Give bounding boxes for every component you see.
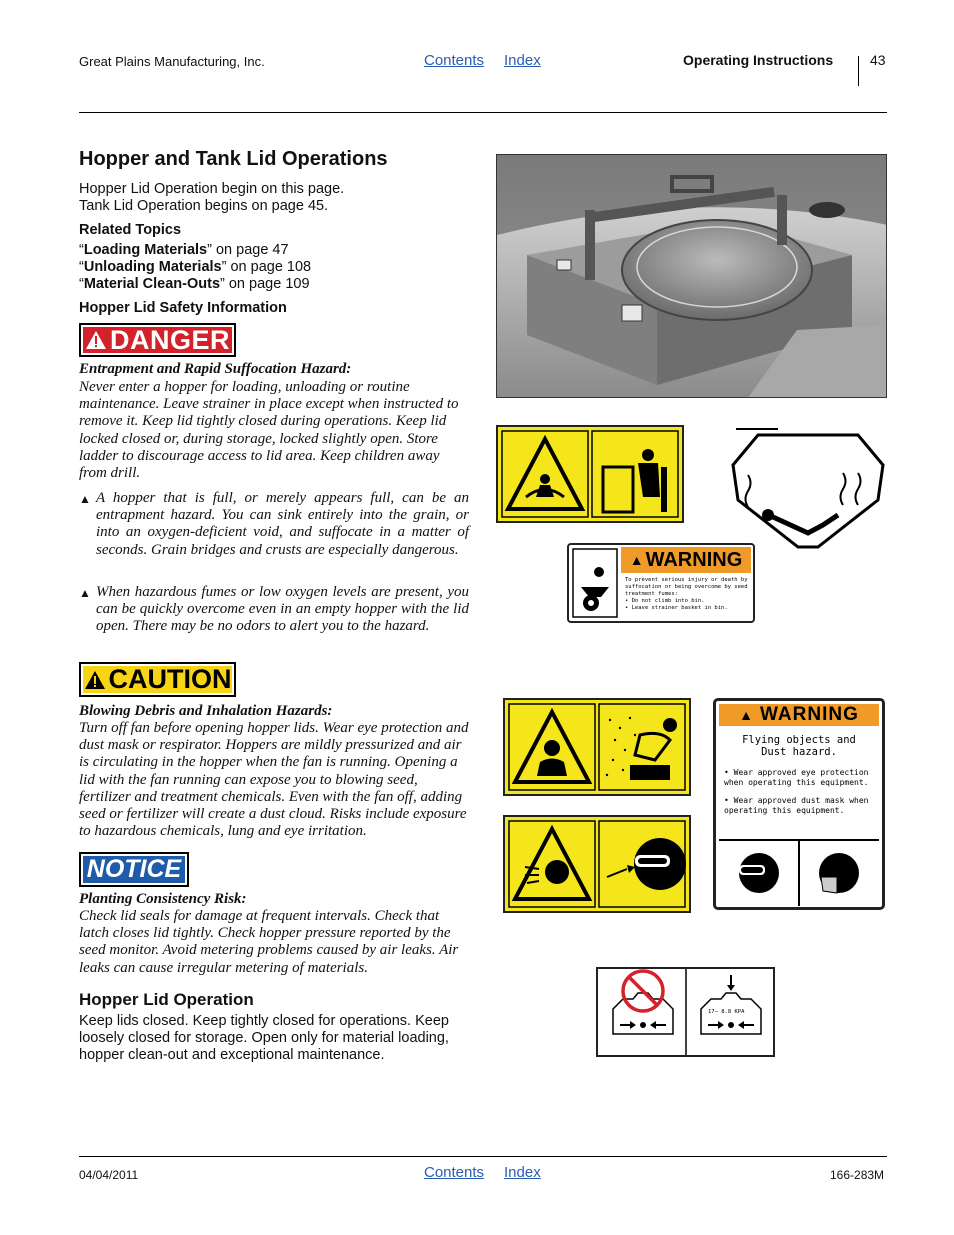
footer-rule [79,1156,887,1157]
danger-bullet-1 [79,490,469,559]
danger-heading: Entrapment and Rapid Suffocation Hazard: [79,361,352,377]
related-topics-title: Related Topics [79,222,182,238]
intro-text [79,181,344,215]
danger-bullet-2 [79,584,469,636]
section-title: Operating Instructions [683,52,834,68]
footer-index-link[interactable]: Index [504,1164,541,1181]
hazard-line-1: Flying objects and [742,734,856,746]
danger-label: DANGER [109,324,230,355]
lid-latch-decal [596,967,775,1057]
caution-heading: Blowing Debris and Inhalation Hazards: [79,703,333,719]
bullet-triangle-icon: ▲ [79,586,91,600]
notice-body: Check lid seals for damage at frequent intervals. Check that latch closes lid tightly. Check hopper pressure reported by the seed monitor. Avoid metering problems caused by air leaks. Air leaks can cause irregular metering of materials. [79,908,459,976]
caution-body: Turn off fan before opening hopper lids. Wear eye protection and dust mask or respirator. Hoppers are mildly pressurized and air is circulating in the hopper when the fan is running. Opening a lid with the fan running can expose you to blowing seed, fertilizer and treatment chemicals. Even with the fan off, adding seed or fertilizer will create a dust cloud. Risks include exposure to hazardous chemicals, lung and eye irritation. [79,720,469,840]
header-divider [858,56,859,86]
page-number: 43 [870,52,886,68]
related-topic-loading[interactable] [79,242,311,259]
warning-item-text: Wear approved eye protection when operating this equipment. [724,768,869,787]
bullet-text: When hazardous fumes or low oxygen levels are present, you can be quickly overcome even in an empty hopper with the lid open. There may be no odors to alert you to the hazard. [96,584,469,635]
warning-item: • Wear approved eye protection when operating this equipment. [724,768,869,787]
warning-item-text: Do not climb into bin. [631,598,705,604]
quote-open: “ [79,259,84,275]
flying-objects-pictogram-decal [503,815,691,913]
related-topic-cleanouts[interactable] [79,276,311,293]
warning-item: • Wear approved dust mask when operating this equipment. [724,796,869,815]
warning-decal-suffocation [567,543,755,623]
related-topics-list [79,242,311,293]
header-index-link[interactable]: Index [504,52,541,69]
intro-line-2: Tank Lid Operation begins on page 45. [79,198,329,214]
danger-body: Never enter a hopper for loading, unloading or routine maintenance. Leave strainer in place except when instructed to remove it. Keep lid tightly closed during operations. Keep lid locked closed or, during storage, locked slightly open. Store ladder to discourage access to lid area. Keep children away from drill. [79,379,459,482]
page-title: Hopper and Tank Lid Operations [79,148,388,170]
notice-label: NOTICE [86,855,182,883]
hazard-line-2: Dust hazard. [761,746,837,758]
safety-heading: Hopper Lid Safety Information [79,300,287,316]
notice-signal [79,852,189,887]
footer-date: 04/04/2011 [79,1168,139,1182]
related-topic-unloading[interactable] [79,259,311,276]
warning-text [625,577,753,612]
warning-item: • Do not climb into bin. [625,598,705,604]
ppe-pictograms [719,839,879,904]
footer-doc-number: 166-283M [830,1168,885,1182]
quote-open: “ [79,276,84,292]
warning-title: WARNING [645,548,743,571]
related-topic-link[interactable]: Loading Materials [83,242,208,258]
related-topic-page: ” on page 47 [207,242,289,258]
warning-header [621,547,751,573]
notice-heading: Planting Consistency Risk: [79,891,247,907]
bullet-triangle-icon: ▲ [79,492,91,506]
alert-triangle-icon [84,670,106,690]
hopper-lid-photo [496,154,887,398]
warning-hazard-text [719,734,879,758]
pressure-label: 17— 8.8 KPA [708,1009,745,1015]
alert-triangle-icon: ▲ [629,552,644,568]
warning-title: WARNING [760,704,859,725]
hopper-suffocation-diagram [728,425,888,550]
lid-operation-body: Keep lids closed. Keep tightly closed for operations. Keep loosely closed for storage. Open only for material loading, hopper clean-out and exceptional maintenance. [79,1013,449,1063]
lid-operation-title: Hopper Lid Operation [79,990,254,1009]
related-topic-page: ” on page 109 [220,276,310,292]
related-topic-link[interactable]: Material Clean-Outs [83,276,221,292]
caution-label: CAUTION [108,664,232,694]
warning-intro: To prevent serious injury or death by suffocation or being overcome by seed treatment fumes: [625,577,748,597]
suffocation-pictogram [571,547,619,619]
company-name: Great Plains Manufacturing, Inc. [79,54,265,69]
dust-pictogram-decal [503,698,691,796]
caution-signal [79,662,236,697]
danger-signal [79,323,236,357]
quote-open: “ [79,242,84,258]
warning-header [719,704,879,726]
intro-line-1: Hopper Lid Operation begin on this page. [79,181,345,197]
warning-items [724,768,880,816]
bullet-text: A hopper that is full, or merely appears full, can be an entrapment hazard. You can sink entirely into the grain, or into an oxygen-deficient void, and suffocate in a matter of seconds. Grain bridges and crusts are especially dangerous. [96,490,469,558]
warning-item: • Leave strainer basket in bin. [625,605,728,611]
warning-decal-dust [713,698,885,910]
warning-item-text: Leave strainer basket in bin. [631,605,728,611]
alert-triangle-icon: ▲ [739,707,755,723]
footer-contents-link[interactable]: Contents [424,1164,485,1181]
warning-item-text: Wear approved dust mask when operating this equipment. [724,796,869,815]
header-rule [79,112,887,113]
related-topic-link[interactable]: Unloading Materials [83,259,222,275]
alert-triangle-icon [85,330,107,350]
header-contents-link[interactable]: Contents [424,52,485,69]
entrapment-pictogram-decal [496,425,684,523]
related-topic-page: ” on page 108 [221,259,312,275]
